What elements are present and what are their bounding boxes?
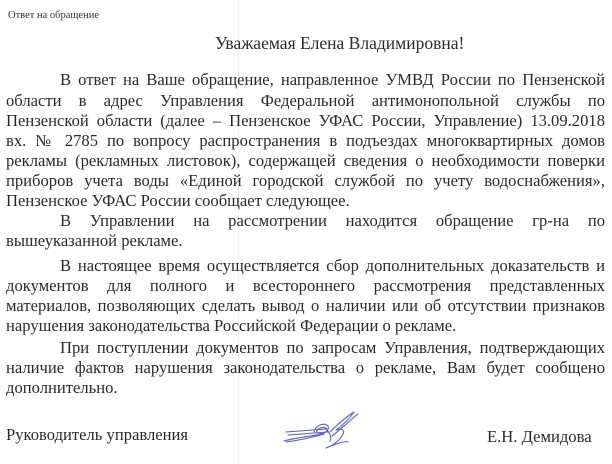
paragraph-4-line-1: При поступлении документов по запросам Управления, подтверждающих — [60, 338, 605, 357]
salutation: Уважаемая Елена Владимировна! — [215, 33, 465, 53]
paragraph-1-line-1: В ответ на Ваше обращение, направленное УМВД России по Пензенской — [60, 70, 605, 89]
paragraph-1-line-4: вх. № 2785 по вопросу распространения в подъездах многоквартирных домов — [6, 131, 605, 150]
handwritten-signature-icon — [280, 408, 390, 456]
paragraph-3-line-3: материалов, позволяющих сделать вывод о наличии или об отсутствии признаков — [6, 296, 605, 315]
paragraph-1-line-2: области в адрес Управления Федеральной антимонопольной службы по — [6, 91, 605, 110]
header-note: Ответ на обращение — [8, 10, 99, 21]
signatory-title: Руководитель управления — [6, 425, 189, 444]
signatory-name: Е.Н. Демидова — [487, 427, 592, 446]
paragraph-1-line-3: Пензенской области (далее – Пензенское УФАС России, Управление) 13.09.2018 — [6, 111, 605, 130]
paragraph-3-line-1: В настоящее время осуществляется сбор дополнительных доказательств и — [60, 256, 605, 275]
paragraph-1-line-5: рекламы (рекламных листовок), содержащей сведения о необходимости поверки — [6, 151, 605, 170]
paragraph-3-line-2: документов для полного и всестороннего рассмотрения представленных — [6, 276, 605, 295]
paragraph-4-line-2: наличие фактов нарушения законодательства о рекламе, Вам будет сообщено — [6, 358, 605, 377]
paragraph-2-line-1: В Управлении на рассмотрении находится обращение гр-на по — [60, 211, 605, 230]
paragraph-3-line-4: нарушения законодательства Российской Федерации о рекламе. — [6, 316, 457, 335]
paragraph-2-line-2: вышеуказанной рекламе. — [6, 231, 183, 250]
paragraph-4-line-3: дополнительно. — [6, 378, 118, 397]
paragraph-1-line-6: приборов учета воды «Единой городской службой по учету водоснабжения», — [6, 171, 605, 190]
paragraph-1-line-7: Пензенское УФАС России сообщает следующее. — [6, 191, 350, 210]
